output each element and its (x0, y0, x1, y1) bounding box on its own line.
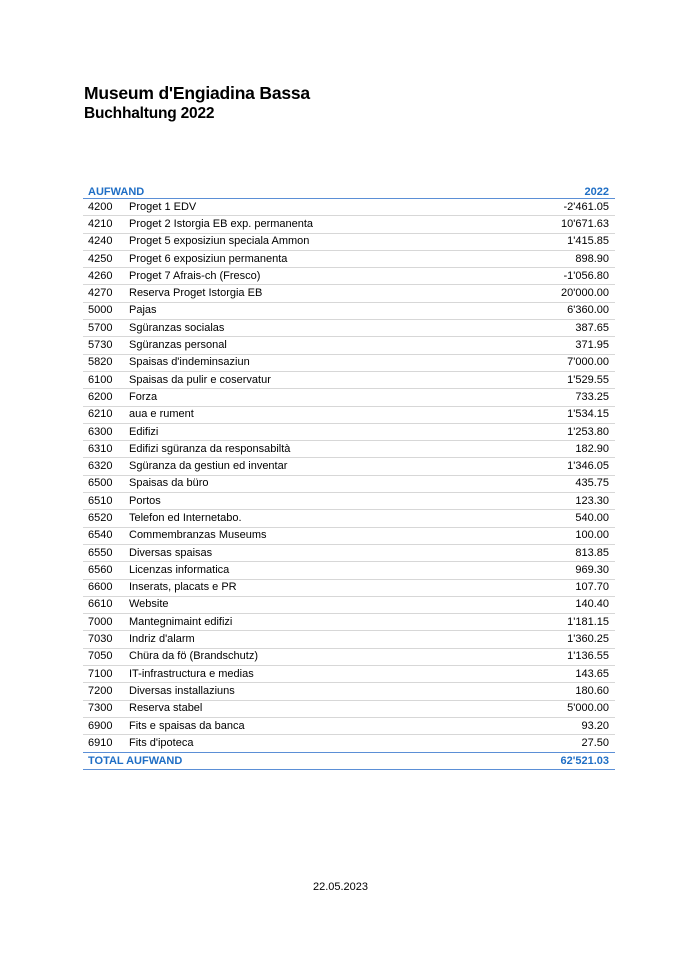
account-description: Diversas spaisas (129, 546, 213, 559)
amount-cell: 143.65 (575, 667, 609, 680)
table-row (83, 476, 615, 493)
table-row (83, 580, 615, 597)
table-row (83, 683, 615, 700)
amount-cell: 1'415.85 (567, 235, 609, 248)
account-number: 6600 (88, 581, 113, 594)
table-row (83, 441, 615, 458)
amount-cell: 898.90 (575, 252, 609, 265)
amount-cell: 1'529.55 (567, 373, 609, 386)
amount-cell: 813.85 (575, 546, 609, 559)
amount-cell: 371.95 (575, 339, 609, 352)
amount-cell: 100.00 (575, 529, 609, 542)
account-number: 6320 (88, 460, 113, 473)
table-row (83, 562, 615, 579)
account-description: Spaisas d'indeminsaziun (129, 356, 250, 369)
account-description: Edifizi (129, 425, 159, 438)
amount-cell: -1'056.80 (563, 269, 609, 282)
account-number: 6300 (88, 425, 113, 438)
table-row (83, 528, 615, 545)
account-description: Telefon ed Internetabo. (129, 511, 242, 524)
amount-cell: 5'000.00 (567, 702, 609, 715)
amount-cell: 140.40 (575, 598, 609, 611)
account-number: 5700 (88, 321, 113, 334)
amount-cell: 182.90 (575, 442, 609, 455)
table-row (83, 614, 615, 631)
account-number: 6610 (88, 598, 113, 611)
amount-cell: -2'461.05 (563, 200, 609, 213)
account-description: Proget 1 EDV (129, 200, 197, 213)
table-row (83, 372, 615, 389)
expense-table (83, 182, 615, 770)
amount-cell: 27.50 (581, 736, 609, 749)
account-number: 7200 (88, 684, 113, 697)
table-row (83, 303, 615, 320)
account-description: Sgüranzas socialas (129, 321, 225, 334)
amount-cell: 1'360.25 (567, 633, 609, 646)
account-description: Spaisas da büro (129, 477, 209, 490)
amount-cell: 10'671.63 (561, 217, 609, 230)
account-number: 4260 (88, 269, 113, 282)
table-row (83, 458, 615, 475)
amount-cell: 1'253.80 (567, 425, 609, 438)
account-description: Forza (129, 390, 158, 403)
account-number: 7000 (88, 615, 113, 628)
table-row (83, 320, 615, 337)
account-description: Mantegnimaint edifizi (129, 615, 233, 628)
account-number: 5000 (88, 304, 113, 317)
amount-cell: 435.75 (575, 477, 609, 490)
account-description: Inserats, placats e PR (129, 581, 237, 594)
table-header (83, 182, 615, 199)
table-row (83, 337, 615, 354)
table-row (83, 199, 615, 216)
section-label: AUFWAND (88, 186, 145, 198)
account-number: 7100 (88, 667, 113, 680)
table-row (83, 355, 615, 372)
amount-cell: 1'346.05 (567, 460, 609, 473)
account-number: 6560 (88, 563, 113, 576)
account-description: Edifizi sgüranza da responsabiltà (129, 442, 291, 455)
account-description: Chüra da fö (Brandschutz) (129, 650, 259, 663)
account-number: 6500 (88, 477, 113, 490)
account-description: Pajas (129, 304, 157, 317)
table-row (83, 735, 615, 752)
amount-cell: 93.20 (581, 719, 609, 732)
document-subtitle: Buchhaltung 2022 (84, 105, 215, 122)
account-description: Fits e spaisas da banca (129, 719, 245, 732)
account-number: 4270 (88, 287, 113, 300)
account-number: 5730 (88, 339, 113, 352)
amount-cell: 180.60 (575, 684, 609, 697)
year-column-header: 2022 (584, 186, 609, 198)
account-number: 6510 (88, 494, 113, 507)
amount-cell: 107.70 (575, 581, 609, 594)
table-row (83, 424, 615, 441)
account-description: Proget 2 Istorgia EB exp. permanenta (129, 217, 314, 230)
amount-cell: 1'181.15 (567, 615, 609, 628)
total-amount: 62'521.03 (560, 754, 609, 767)
document-header (84, 83, 310, 123)
table-row (83, 234, 615, 251)
amount-cell: 387.65 (575, 321, 609, 334)
account-description: Reserva stabel (129, 702, 203, 715)
table-row (83, 493, 615, 510)
table-body (83, 199, 615, 753)
account-description: aua e rument (129, 408, 194, 421)
table-row (83, 285, 615, 302)
account-description: Sgüranzas personal (129, 339, 227, 352)
amount-cell: 7'000.00 (567, 356, 609, 369)
account-description: Proget 6 exposiziun permanenta (129, 252, 288, 265)
account-number: 7050 (88, 650, 113, 663)
table-row (83, 631, 615, 648)
account-number: 7300 (88, 702, 113, 715)
account-number: 4240 (88, 235, 113, 248)
document-title: Museum d'Engiadina Bassa (84, 83, 310, 103)
account-number: 6900 (88, 719, 113, 732)
account-number: 6310 (88, 442, 113, 455)
total-label: TOTAL AUFWAND (88, 754, 183, 767)
amount-cell: 969.30 (575, 563, 609, 576)
account-number: 5820 (88, 356, 113, 369)
table-row (83, 268, 615, 285)
account-number: 6910 (88, 736, 113, 749)
account-number: 4210 (88, 217, 113, 230)
table-row (83, 597, 615, 614)
table-row (83, 649, 615, 666)
account-number: 4200 (88, 200, 113, 213)
amount-cell: 1'136.55 (567, 650, 609, 663)
account-description: Indriz d'alarm (129, 633, 195, 646)
table-row (83, 701, 615, 718)
account-number: 6540 (88, 529, 113, 542)
table-row (83, 216, 615, 233)
account-description: Licenzas informatica (129, 563, 230, 576)
account-description: Website (129, 598, 169, 611)
table-row (83, 666, 615, 683)
table-row (83, 545, 615, 562)
account-number: 6100 (88, 373, 113, 386)
account-description: Proget 7 Afrais-ch (Fresco) (129, 269, 261, 282)
account-number: 6520 (88, 511, 113, 524)
table-row (83, 389, 615, 406)
table-total-row (83, 752, 615, 770)
amount-cell: 6'360.00 (567, 304, 609, 317)
amount-cell: 123.30 (575, 494, 609, 507)
account-description: Sgüranza da gestiun ed inventar (129, 460, 288, 473)
footer-date: 22.05.2023 (312, 881, 369, 893)
account-description: Portos (129, 494, 161, 507)
account-description: Diversas installaziuns (129, 684, 235, 697)
account-description: Commembranzas Museums (129, 529, 267, 542)
table-row (83, 251, 615, 268)
account-description: IT-infrastructura e medias (129, 667, 254, 680)
amount-cell: 540.00 (575, 511, 609, 524)
account-number: 6550 (88, 546, 113, 559)
account-number: 6200 (88, 390, 113, 403)
account-description: Proget 5 exposiziun speciala Ammon (129, 235, 310, 248)
amount-cell: 1'534.15 (567, 408, 609, 421)
table-row (83, 510, 615, 527)
account-description: Spaisas da pulir e coservatur (129, 373, 271, 386)
account-number: 4250 (88, 252, 113, 265)
table-row (83, 407, 615, 424)
account-number: 6210 (88, 408, 113, 421)
account-description: Reserva Proget Istorgia EB (129, 287, 263, 300)
account-description: Fits d'ipoteca (129, 736, 194, 749)
amount-cell: 20'000.00 (561, 287, 609, 300)
table-row (83, 718, 615, 735)
amount-cell: 733.25 (575, 390, 609, 403)
account-number: 7030 (88, 633, 113, 646)
